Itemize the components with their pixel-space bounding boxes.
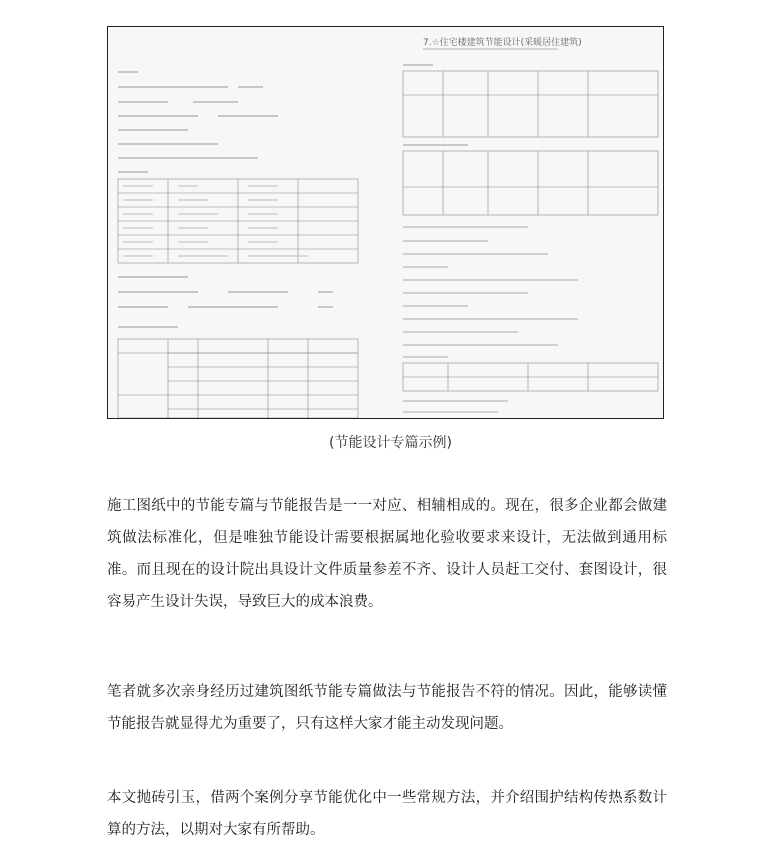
sheet-drawing — [108, 27, 663, 418]
paragraph-2: 笔者就多次亲身经历过建筑图纸节能专篇做法与节能报告不符的情况。因此，能够读懂节能报告就显得尤为重要了，只有这样大家才能主动发现问题。 — [107, 684, 667, 732]
sheet-title: 7.☆住宅楼建筑节能设计(采暖居住建筑) — [423, 38, 582, 48]
energy-design-sheet-image — [107, 26, 664, 419]
paragraph-3: 本文抛砖引玉，借两个案例分享节能优化中一些常规方法，并介绍围护结构传热系数计算的方法，以期对大家有所帮助。 — [107, 790, 667, 838]
paragraph-1: 施工图纸中的节能专篇与节能报告是一一对应、相辅相成的。现在，很多企业都会做建筑做法标准化，但是唯独节能设计需要根据属地化验收要求来设计，无法做到通用标准。而且现在的设计院出具设计文件质量参差不齐、设计人员赶工交付、套图设计，很容易产生设计失误，导致巨大的成本浪费。 — [107, 498, 667, 610]
figure-caption: (节能设计专篇示例) — [329, 435, 452, 451]
